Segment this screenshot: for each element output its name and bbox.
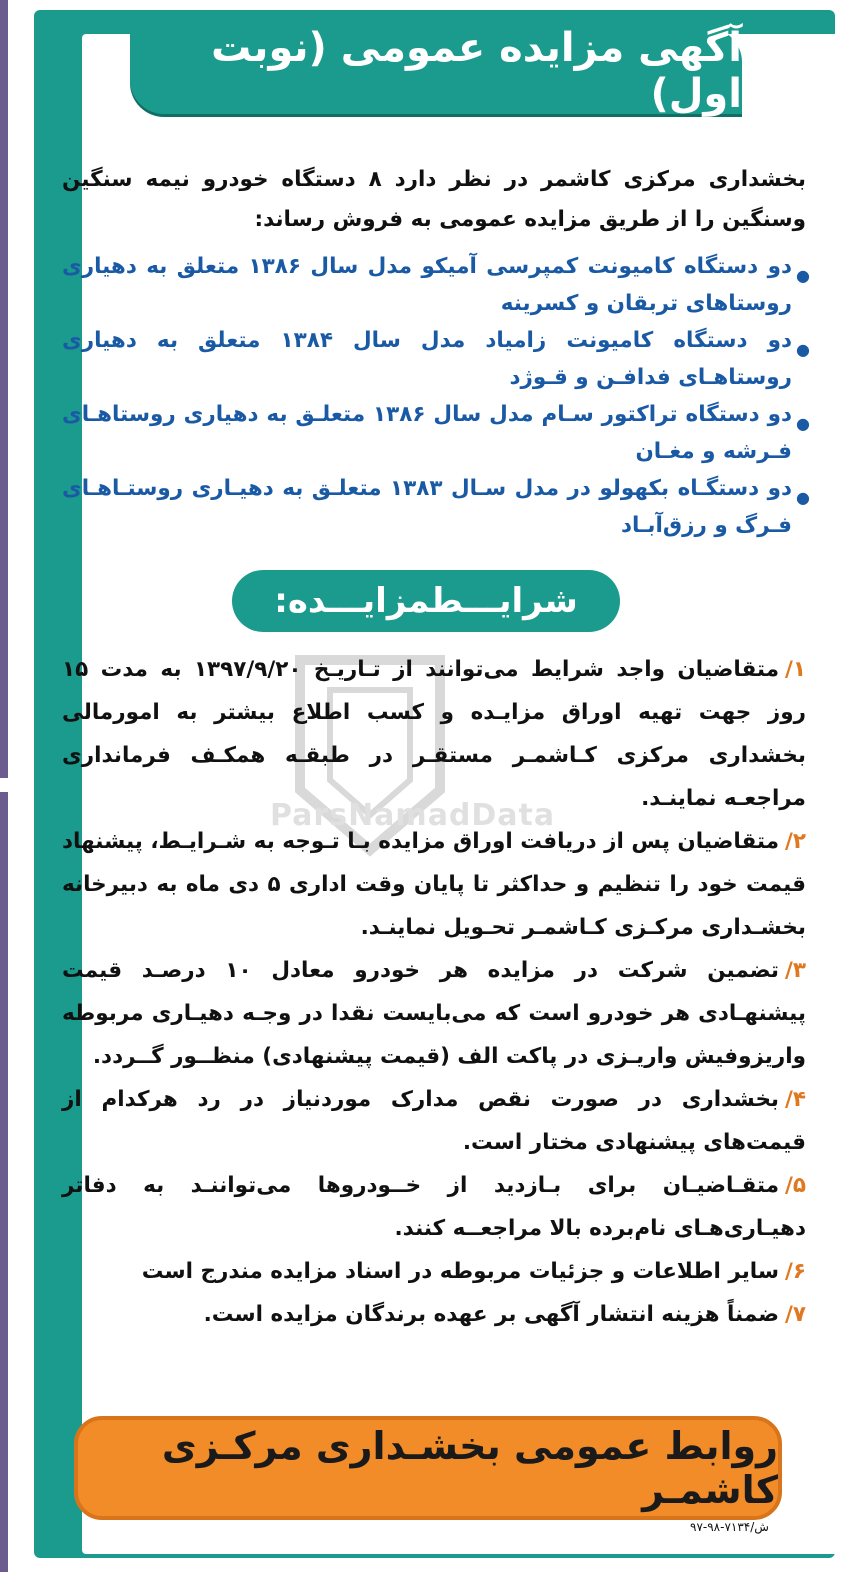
bullet-icon: ● [796, 414, 810, 433]
conditions-heading: شرایـــطمزایـــده: [232, 570, 620, 632]
vehicle-list [62, 248, 810, 544]
watermark-text: ParsNamadData [270, 798, 556, 833]
condition-text: ضمناً هزینه انتشار آگهی بر عهده برندگان مزایده است. [203, 1302, 780, 1327]
vehicle-item-text: دو دستگاه کامیونت زامیاد مدل سال ۱۳۸۴ متعلق به دهیاری روستاهـای فدافـن و قـوژد [62, 328, 792, 390]
condition-item [62, 949, 806, 1078]
left-edge-strip-bottom [0, 792, 8, 1572]
condition-item [62, 1164, 806, 1250]
condition-number: ۶/ [785, 1259, 806, 1284]
condition-number: ۳/ [785, 958, 806, 983]
condition-item [62, 820, 806, 949]
condition-text: تضمین شرکت در مزایده هر خودرو معادل ۱۰ درصـد قیمت پیشنهـادی هر خودرو است که می‌بایست نقدا در وجـه دهیـاری مربوطه واریزوفیش واریـزی در پاکت الف (قیمت پیشنهادی) منظــور گــردد. [62, 958, 806, 1069]
condition-number: ۴/ [785, 1087, 806, 1112]
left-edge-strip-top [0, 0, 8, 778]
ad-title: آگهی مزایده عمومی (نوبت اول) [130, 28, 742, 114]
vehicle-item [62, 470, 810, 544]
condition-text: سایر اطلاعات و جزئیات مربوطه در اسناد مزایده مندرج است [141, 1259, 780, 1284]
condition-text: متقـاضیـان برای بـازدید از خــودروها می‌تواننـد به دفاتر دهیـاری‌هـای نام‌برده بالا مراجعــه کنند. [62, 1173, 806, 1241]
condition-number: ۷/ [785, 1302, 806, 1327]
footer-signature: روابط عمومی بخشـداری مرکـزی کاشمـر [74, 1416, 782, 1520]
condition-item [62, 1078, 806, 1164]
conditions-list [62, 648, 806, 1336]
publication-code: ش/۷۱۳۴-۹۸-۹۷ [690, 1520, 769, 1534]
vehicle-item [62, 396, 810, 470]
vehicle-item [62, 248, 810, 322]
vehicle-item [62, 322, 810, 396]
vehicle-item-text: دو دستگـاه بکهولو در مدل سـال ۱۳۸۳ متعلـق به دهیـاری روستـاهـای فـرگ و رزق‌آبـاد [62, 476, 792, 538]
bullet-icon: ● [796, 488, 810, 507]
vehicle-item-text: دو دستگاه تراکتور سـام مدل سال ۱۳۸۶ متعلـق به دهیاری روستاهـای فـرشه و مغـان [62, 402, 793, 464]
condition-text: بخشداری در صورت نقص مدارک موردنیاز در رد هرکدام از قیمت‌های پیشنهادی مختار است. [62, 1087, 806, 1155]
condition-text: متقاضیان پس از دریافت اوراق مزایده بـا تـوجه به شـرایـط، پیشنهاد قیمت خود را تنظیم و حداکثر تا پایان وقت اداری ۵ دی ماه به دبیرخانه بخشـداری مرکـزی کـاشمـر تحـویل نماینـد. [62, 829, 806, 940]
condition-number: ۲/ [785, 829, 806, 854]
condition-item [62, 1250, 806, 1293]
condition-text: متقاضیان واجد شرایط می‌توانند از تـاریـخ ۱۳۹۷/۹/۲۰ به مدت ۱۵ روز جهت تهیه اوراق مزایـده و کسب اطلاع بیشتر به امورمالی بخشداری مرکزی کـاشمـر مستقـر در طبقـه همکـف فرمانداری مراجعـه نماینـد. [62, 657, 806, 811]
bullet-icon: ● [796, 340, 810, 359]
vehicle-item-text: دو دستگاه کامیونت کمپرسی آمیکو مدل سال ۱۳۸۶ متعلق به دهیاری روستاهای تربقان و کسرینه [62, 254, 792, 316]
intro-paragraph: بخشداری مرکزی کاشمر در نظر دارد ۸ دستگاه خودرو نیمه سنگین وسنگین را از طریق مزایده عمومی به فروش رساند: [62, 167, 806, 232]
bullet-icon: ● [796, 266, 810, 285]
condition-number: ۱/ [785, 657, 806, 682]
condition-number: ۵/ [785, 1173, 806, 1198]
condition-item [62, 648, 806, 820]
condition-item [62, 1293, 806, 1336]
